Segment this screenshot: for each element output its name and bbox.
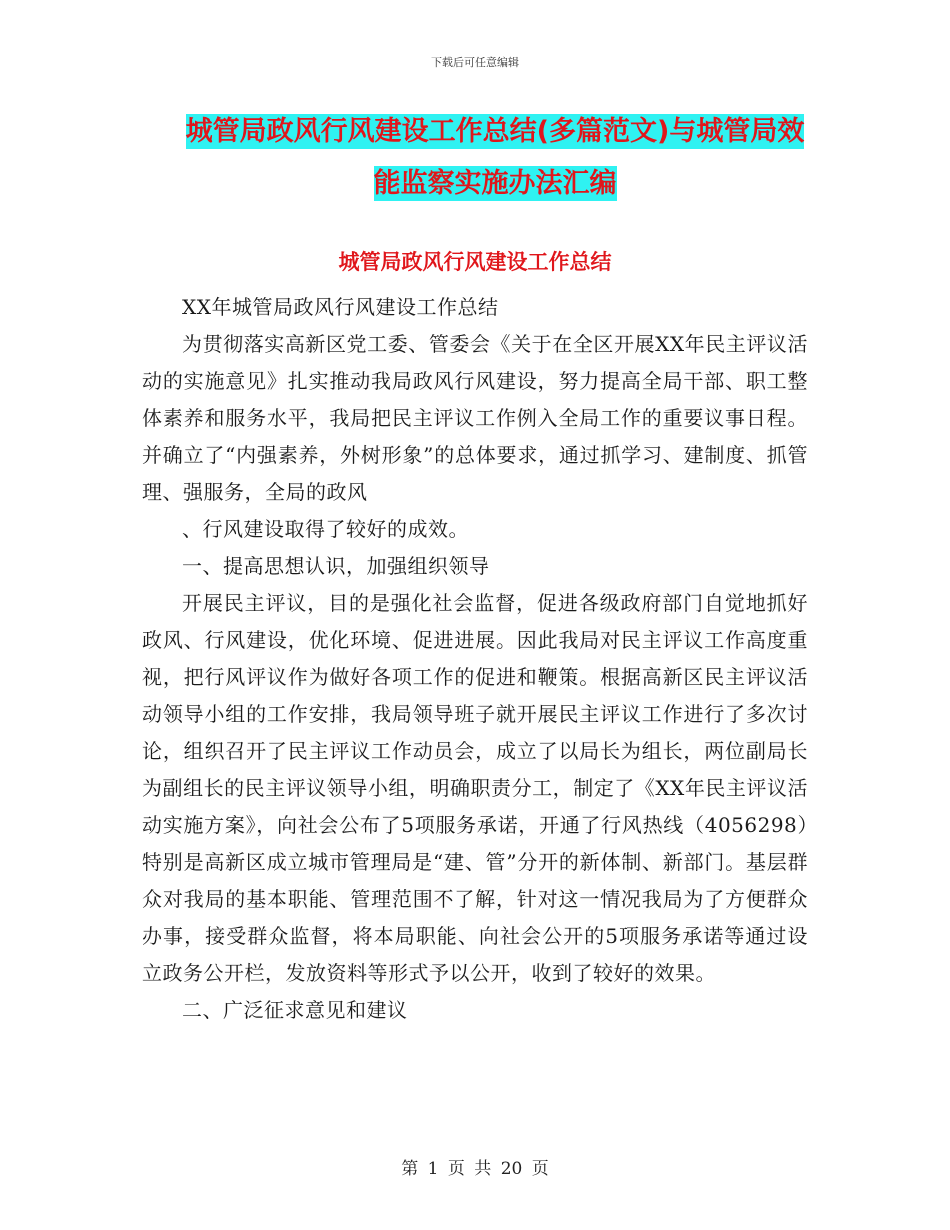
section-title: 城管局政风行风建设工作总结 [338, 250, 612, 274]
document-title-line-1: 城管局政风行风建设工作总结(多篇范文)与城管局效 [185, 116, 805, 147]
heading-section-1: 一、提高思想认识，加强组织领导 [182, 554, 490, 578]
document-body [142, 289, 808, 1029]
page-number-footer: 第 1 页 共 20 页 [401, 1159, 549, 1179]
paragraph-intro: 为贯彻落实高新区党工委、管委会《关于在全区开展XX年民主评议活动的实施意见》扎实推动我局政风行风建设，努力提高全局干部、职工整体素养和服务水平，我局把民主评议工作例入全局工作的重要议事日程。并确立了“内强素养，外树形象”的总体要求，通过抓学习、建制度、抓管理、强服务，全局的政风 [142, 332, 808, 504]
paragraph-section-1-body: 开展民主评议，目的是强化社会监督，促进各级政府部门自觉地抓好政风、行风建设，优化环境、促进进展。因此我局对民主评议工作高度重视，把行风评议作为做好各项工作的促进和鞭策。根据高新区民主评议活动领导小组的工作安排，我局领导班子就开展民主评议工作进行了多次讨论，组织召开了民主评议工作动员会，成立了以局长为组长，两位副局长为副组长的民主评议领导小组，明确职责分工，制定了《XX年民主评议活动实施方案》，向社会公布了5项服务承诺，开通了行风热线（4056298）特别是高新区成立城市管理局是“建、管”分开的新体制、新部门。基层群众对我局的基本职能、管理范围不了解，针对这一情况我局为了方便群众办事，接受群众监督，将本局职能、向社会公开的5项服务承诺等通过设立政务公开栏，发放资料等形式予以公开，收到了较好的效果。 [142, 591, 808, 985]
document-title-line-2: 能监察实施办法汇编 [373, 168, 617, 199]
document-title [150, 106, 840, 210]
heading-section-2: 二、广泛征求意见和建议 [182, 998, 408, 1022]
paragraph-intro-continued: 、行风建设取得了较好的成效。 [182, 517, 469, 541]
paragraph-subtitle: XX年城管局政风行风建设工作总结 [182, 295, 499, 319]
page-header-note: 下载后可任意编辑 [431, 56, 519, 69]
